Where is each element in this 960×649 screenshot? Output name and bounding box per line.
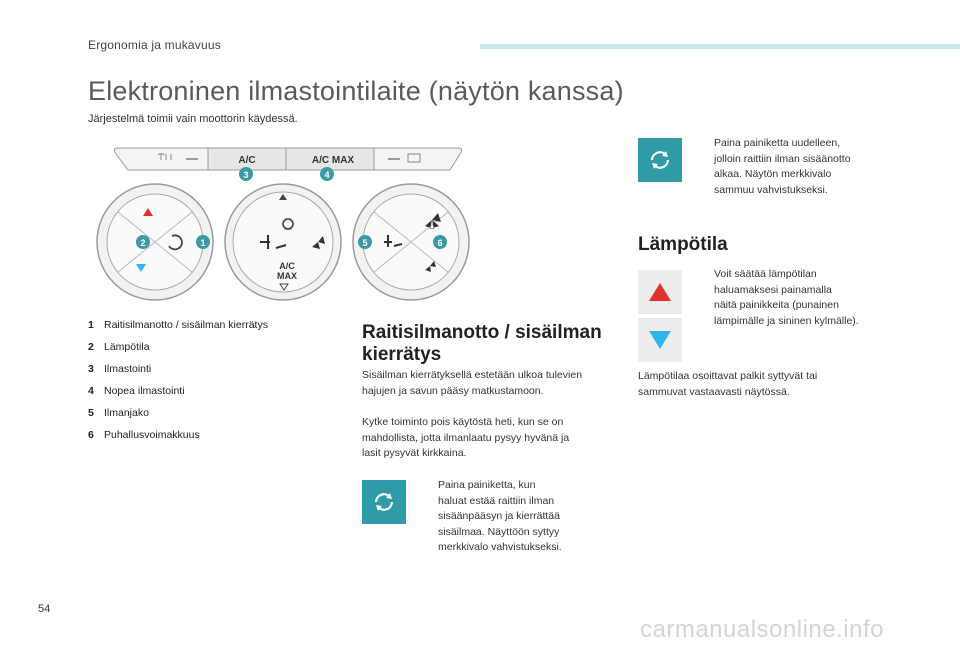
- triangle-down-blue-icon: [648, 330, 672, 350]
- temperature-dial: [97, 184, 213, 300]
- legend-item: 6 Puhallusvoimakkuus: [88, 429, 200, 441]
- recirculation-bullet: Paina painiketta, kun haluat estää raittiin ilman sisäänpääsyn ja kierrättää sisäilmaa. Näyttöön syttyy merkkivalo vahvistukseksi.: [418, 478, 618, 556]
- ac-max-button-label: A/C MAX: [311, 155, 355, 166]
- page-number: 54: [38, 603, 51, 615]
- callout-1: [196, 235, 210, 249]
- legend-item: 3 Ilmastointi: [88, 363, 152, 375]
- fresh-air-button-icon: [638, 138, 682, 182]
- recirculation-para-1: Sisäilman kierrätyksellä estetään ulkoa tulevien hajujen ja savun pääsy matkustamoon.: [362, 369, 583, 397]
- dial-ac-line1: A/C: [279, 261, 295, 271]
- callout-6: [433, 235, 447, 249]
- svg-text:2: 2: [140, 238, 146, 248]
- temperature-heading: Lämpötila: [638, 234, 728, 255]
- triangle-up-red-icon: [648, 282, 672, 302]
- legend-item: 2 Lämpötila: [88, 341, 150, 353]
- svg-text:4: 4: [324, 170, 330, 180]
- recirculation-para-2: Kytke toiminto pois käytöstä heti, kun se on mahdollista, jotta ilmanlaatu pysyy hyvänä ja lasit pysyvät kirkkaina.: [362, 416, 570, 459]
- watermark: carmanualsonline.info: [640, 616, 884, 643]
- dial-ac-line2: MAX: [277, 271, 297, 281]
- intro-text: Järjestelmä toimii vain moottorin käydessä.: [88, 113, 298, 125]
- svg-text:5: 5: [362, 238, 368, 248]
- bullet-icon: [694, 267, 714, 329]
- recirculation-button-icon: [362, 480, 406, 524]
- legend-item: 4 Nopea ilmastointi: [88, 385, 185, 397]
- header-accent-bar: [480, 44, 960, 49]
- climate-control-panel-diagram: [88, 140, 478, 310]
- recirculation-icon: [646, 146, 674, 174]
- temperature-note: Lämpötilaa osoittavat palkit syttyvät tai sammuvat vastaavasti näytössä.: [638, 370, 818, 398]
- callout-4: [320, 167, 334, 181]
- display-dial: [225, 184, 341, 300]
- temp-warm-button: [638, 270, 682, 314]
- temperature-bullet: Voit säätää lämpötilan haluamaksesi painamalla näitä painikkeita (punainen lämpimälle ja sininen kylmälle).: [694, 267, 904, 329]
- svg-text:1: 1: [200, 238, 206, 248]
- ac-button-label: A/C: [238, 155, 256, 166]
- page-title: Elektroninen ilmastointilaite (näytön kanssa): [88, 76, 624, 106]
- callout-5: [358, 235, 372, 249]
- svg-text:6: 6: [437, 238, 443, 248]
- fresh-air-bullet: Paina painiketta uudelleen, jolloin raittiin ilman sisäänotto alkaa. Näytön merkkivalo sammuu vahvistukseksi.: [694, 136, 894, 198]
- recirculation-icon: [370, 488, 398, 516]
- bullet-icon: [418, 478, 438, 556]
- callout-3: [239, 167, 253, 181]
- legend-item: 5 Ilmanjako: [88, 407, 149, 419]
- temp-cool-button: [638, 318, 682, 362]
- svg-text:3: 3: [243, 170, 249, 180]
- legend-list: [88, 319, 338, 451]
- callout-2: [136, 235, 150, 249]
- recirculation-heading: Raitisilmanotto / sisäilman kierrätys: [362, 322, 602, 365]
- legend-item: 1 Raitisilmanotto / sisäilman kierrätys: [88, 319, 268, 331]
- section-name: Ergonomia ja mukavuus: [88, 38, 221, 52]
- bullet-icon: [694, 136, 714, 198]
